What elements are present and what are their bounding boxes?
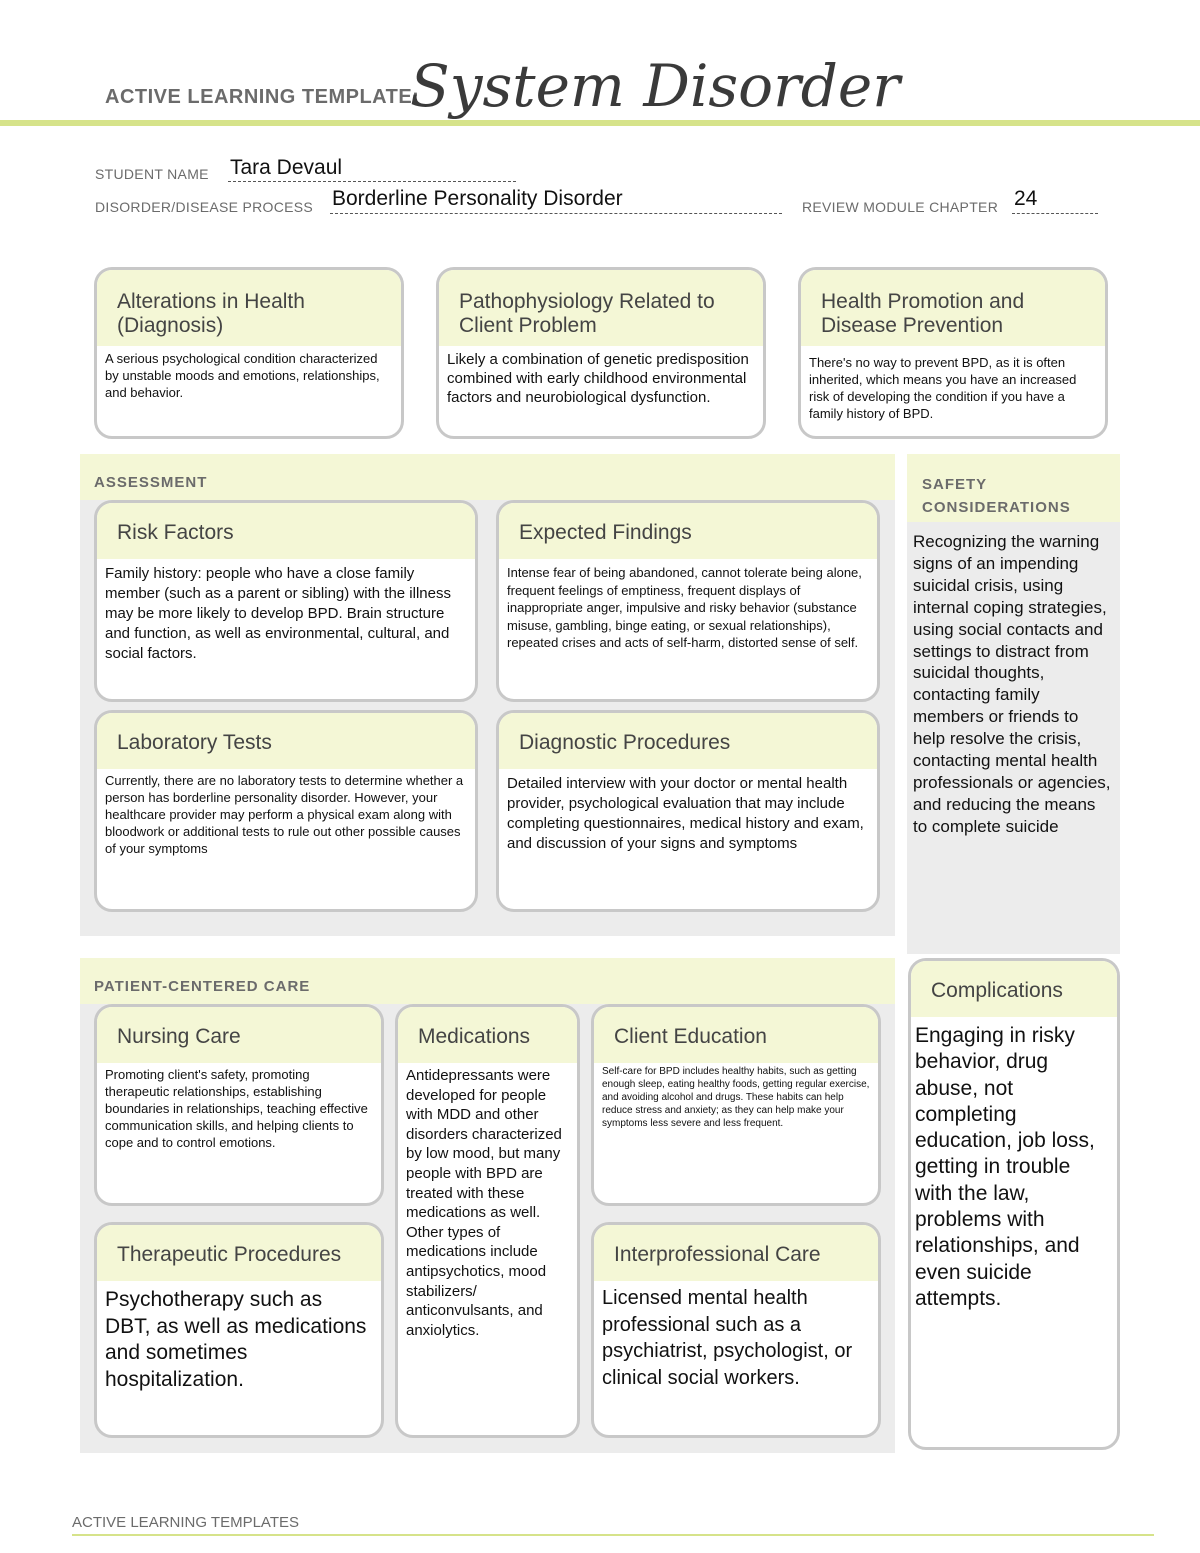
client-education-card — [591, 1004, 881, 1206]
disorder-label: DISORDER/DISEASE PROCESS — [95, 199, 314, 215]
disorder-field[interactable]: Borderline Personality Disorder — [332, 187, 623, 210]
client-education-title: Client Education — [594, 1007, 878, 1063]
alterations-box — [94, 267, 404, 439]
alterations-title: Alterations in Health (Diagnosis) — [97, 270, 401, 346]
medications-card — [395, 1004, 580, 1438]
expected-findings-text[interactable]: Intense fear of being abandoned, cannot tolerate being alone, frequent feelings of emptiness, frequent displays of inappropriate anger, impulsive and risky behavior (substance misuse, gambling, binge eating, or sexual relationships), repeated crises and acts of self-harm, distorted sense of self. — [507, 565, 862, 650]
diagnostic-procedures-title: Diagnostic Procedures — [499, 713, 877, 769]
laboratory-tests-card — [94, 710, 478, 912]
chapter-line — [1012, 213, 1098, 214]
student-name-field[interactable]: Tara Devaul — [230, 156, 343, 179]
template-prefix: ACTIVE LEARNING TEMPLATE: — [105, 86, 420, 108]
nursing-care-title: Nursing Care — [97, 1007, 381, 1063]
health-promotion-box — [798, 267, 1108, 439]
footer-text: ACTIVE LEARNING TEMPLATES — [72, 1514, 299, 1531]
pathophysiology-text[interactable]: Likely a combination of genetic predisposition combined with early childhood environmental factors and neurobiological dysfunction. — [447, 351, 749, 406]
assessment-title: ASSESSMENT — [94, 474, 208, 491]
laboratory-tests-text[interactable]: Currently, there are no laboratory tests to determine whether a person has borderline personality disorder. However, your healthcare provider may perform a physical exam along with bloodwork or additional tests to rule out other possible causes of your symptoms — [105, 773, 464, 856]
risk-factors-text[interactable]: Family history: people who have a close family member (such as a parent or sibling) with the illness may be more likely to develop BPD. Brain structure and function, as well as environmental, cultural, and social factors. — [105, 565, 451, 662]
pathophysiology-box — [436, 267, 766, 439]
therapeutic-procedures-text[interactable]: Psychotherapy such as DBT, as well as medications and sometimes hospitalization. — [105, 1288, 367, 1391]
safety-title: SAFETY CONSIDERATIONS — [922, 476, 1071, 516]
therapeutic-procedures-title: Therapeutic Procedures — [97, 1225, 381, 1281]
risk-factors-card — [94, 500, 478, 702]
chapter-label: REVIEW MODULE CHAPTER — [802, 199, 999, 215]
patient-care-title: PATIENT-CENTERED CARE — [94, 978, 311, 995]
health-promotion-text[interactable]: There's no way to prevent BPD, as it is often inherited, which means you have an increased risk of developing the condition if you have a family history of BPD. — [809, 355, 1077, 421]
disorder-line — [330, 213, 782, 214]
diagnostic-procedures-card — [496, 710, 880, 912]
medications-text[interactable]: Antidepressants were developed for people with MDD and other disorders characterized by low mood, but many people with BPD are treated with these medications as well. Other types of medications include antipsychotics, mood stabilizers/ anticonvulsants, and anxiolytics. — [406, 1067, 562, 1339]
client-education-text[interactable]: Self-care for BPD includes healthy habits, such as getting enough sleep, eating healthy foods, getting regular exercise, and avoiding alcohol and drugs. These habits can help reduce stress and anxiety; as they can help make your symptoms less severe and less frequent. — [602, 1066, 870, 1129]
expected-findings-card — [496, 500, 880, 702]
therapeutic-procedures-card — [94, 1222, 384, 1438]
safety-text[interactable]: Recognizing the warning signs of an impending suicidal crisis, using internal coping strategies, using social contacts and settings to distract from suicidal thoughts, contacting family members or friends to help resolve the crisis, contacting mental health professionals or agencies, and reducing the means to complete suicide — [913, 532, 1111, 836]
template-title: System Disorder — [410, 52, 900, 120]
diagnostic-procedures-text[interactable]: Detailed interview with your doctor or mental health provider, psychological evaluation that may include completing questionnaires, medical history and exam, and discussion of your signs and symptoms — [507, 775, 864, 852]
nursing-care-text[interactable]: Promoting client's safety, promoting therapeutic relationships, establishing boundaries in relationships, teaching effective communication skills, and helping clients to cope and to control emotions. — [105, 1067, 368, 1150]
expected-findings-title: Expected Findings — [499, 503, 877, 559]
student-name-line — [228, 181, 516, 182]
interprofessional-care-card — [591, 1222, 881, 1438]
footer-rule — [72, 1534, 1154, 1536]
interprofessional-care-title: Interprofessional Care — [594, 1225, 878, 1281]
medications-title: Medications — [398, 1007, 577, 1063]
complications-text[interactable]: Engaging in risky behavior, drug abuse, not completing education, job loss, getting in trouble with the law, problems with relationships, and even suicide attempts. — [915, 1024, 1095, 1310]
risk-factors-title: Risk Factors — [97, 503, 475, 559]
laboratory-tests-title: Laboratory Tests — [97, 713, 475, 769]
nursing-care-card — [94, 1004, 384, 1206]
health-promotion-title: Health Promotion and Disease Prevention — [801, 270, 1105, 346]
complications-title: Complications — [911, 961, 1117, 1017]
chapter-field[interactable]: 24 — [1014, 187, 1038, 210]
pathophysiology-title: Pathophysiology Related to Client Problem — [439, 270, 763, 346]
student-name-label: STUDENT NAME — [95, 166, 209, 182]
complications-card — [908, 958, 1120, 1450]
header-rule — [0, 120, 1200, 126]
alterations-text[interactable]: A serious psychological condition characterized by unstable moods and emotions, relationships, and behavior. — [105, 351, 380, 400]
interprofessional-care-text[interactable]: Licensed mental health professional such as a psychiatrist, psychologist, or clinical social workers. — [602, 1287, 853, 1389]
